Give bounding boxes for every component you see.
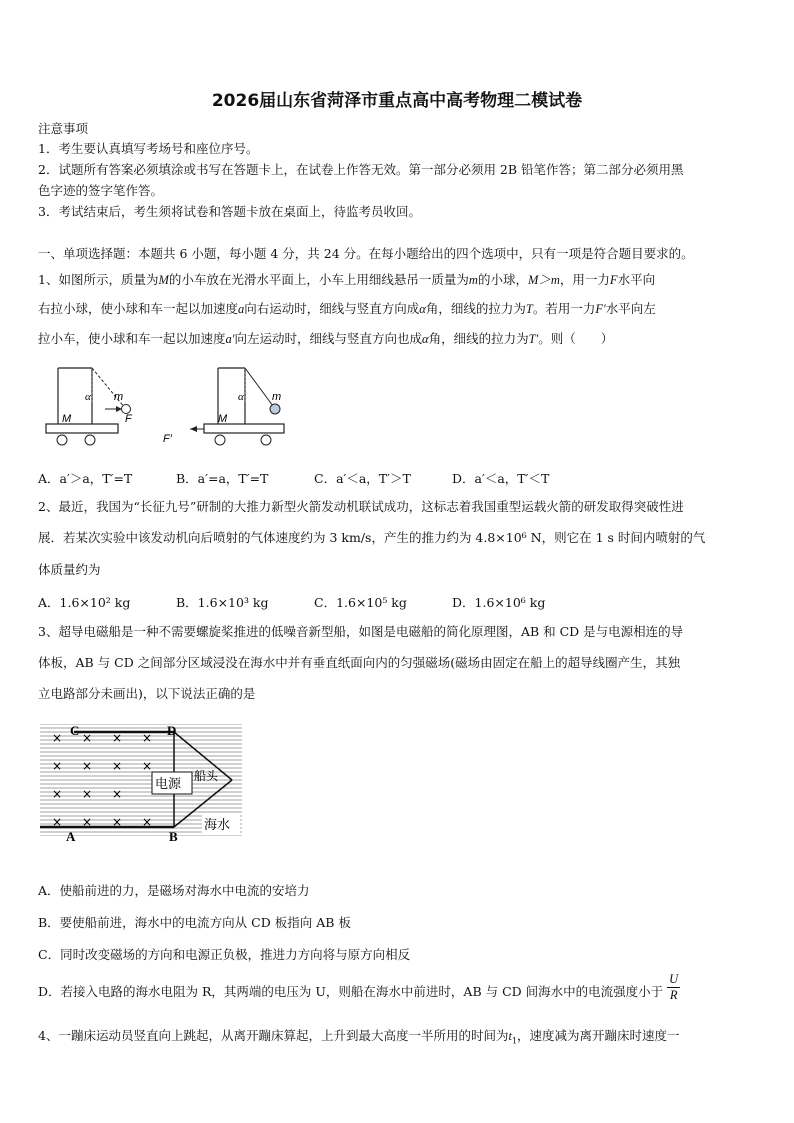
- svg-text:×: ×: [52, 787, 63, 801]
- svg-text:×: ×: [52, 759, 63, 773]
- q1-text: 。则（ ）: [538, 331, 614, 346]
- q2-line-2: 展．若某次实验中该发动机向后喷射的气体速度约为 3 km/s，产生的推力约为 4.8×10⁶ N，则它在 1 s 时间内喷射的气: [38, 530, 706, 545]
- svg-text:×: ×: [142, 815, 153, 829]
- q2-option-a: A．1.6×10² kg: [38, 595, 131, 610]
- q1-text: ，用一力: [559, 272, 610, 287]
- label-m: m: [114, 391, 124, 403]
- q3-option-c: C．同时改变磁场的方向和电源正负极，推进力方向将与原方向相反: [38, 947, 411, 962]
- label-D: D: [167, 723, 177, 738]
- cart-right: [163, 368, 284, 445]
- sym-T: T: [525, 302, 533, 316]
- q1-option-b: B．a′=a，T′=T: [176, 471, 269, 486]
- sym-a: a: [238, 302, 245, 316]
- q1-figure: [40, 362, 300, 452]
- label-F: F: [125, 413, 132, 425]
- notice-item-2-cont: 色字迹的签字笔作答。: [38, 183, 164, 198]
- notice-item-1: 1．考生要认真填写考场号和座位序号。: [38, 141, 259, 156]
- q3-option-a: A．使船前进的力，是磁场对海水中电流的安培力: [38, 883, 310, 898]
- fraction-denominator: R: [669, 988, 678, 1002]
- q1-text: 。若用一力: [532, 301, 596, 316]
- svg-text:×: ×: [82, 759, 93, 773]
- svg-text:×: ×: [112, 787, 123, 801]
- q3-option-d: [38, 972, 760, 1003]
- section-heading: 一、单项选择题：本题共 6 小题，每小题 4 分，共 24 分。在每小题给出的四个选项中，只有一项是符合题目要求的。: [38, 246, 694, 261]
- sym-T-prime: T′: [528, 332, 539, 346]
- q2-option-b: B．1.6×10³ kg: [176, 595, 269, 610]
- q1-text: 向右运动时，细线与竖直方向成: [244, 301, 420, 316]
- q1-text: 的小车放在光滑水平面上，小车上用细线悬吊一质量为: [168, 272, 469, 287]
- q2-line-1: 2、最近，我国为“长征九号”研制的大推力新型火箭发动机联试成功，这标志着我国重型运载火箭的研发取得突破性进: [38, 499, 684, 514]
- notice-item-2: 2．试题所有答案必须填涂或书写在答题卡上，在试卷上作答无效。第一部分必须用 2B 铅笔作答；第二部分必须用黑: [38, 162, 684, 177]
- q2-option-d: D．1.6×10⁶ kg: [452, 595, 546, 610]
- notice-heading: 注意事项: [38, 121, 89, 136]
- label-M: M: [218, 413, 228, 425]
- q1-text: 角，细线的拉力为: [428, 331, 529, 346]
- svg-text:×: ×: [112, 815, 123, 829]
- notice-item-3: 3．考试结束后，考生须将试卷和答题卡放在桌面上，待监考员收回。: [38, 204, 421, 219]
- sea-label: 海水: [204, 818, 231, 833]
- q1-text: 右拉小球，使小球和车一起以加速度: [38, 301, 239, 316]
- q2-option-c: C．1.6×10⁵ kg: [314, 595, 407, 610]
- sym-a-prime: a′: [225, 332, 235, 346]
- q4-text: 4、一蹦床运动员竖直向上跳起，从离开蹦床算起，上升到最大高度一半所用的时间为: [38, 1028, 509, 1043]
- q3-option-b: B．要使船前进，海水中的电流方向从 CD 板指向 AB 板: [38, 915, 351, 930]
- label-m: m: [272, 391, 282, 403]
- svg-text:×: ×: [52, 815, 63, 829]
- sym-alpha: α: [419, 302, 426, 316]
- q4-text: ，速度减为离开蹦床时速度一: [517, 1028, 680, 1043]
- sym-m: m: [468, 273, 478, 287]
- q1-line-2: [38, 300, 760, 318]
- power-source-label: 电源: [155, 777, 182, 792]
- svg-text:×: ×: [142, 759, 153, 773]
- q1-line-3: [38, 330, 760, 348]
- svg-text:×: ×: [112, 759, 123, 773]
- svg-text:×: ×: [52, 731, 63, 745]
- q1-text: 向左运动时，细线与竖直方向也成: [234, 331, 423, 346]
- q1-text: 1、如图所示，质量为: [38, 272, 159, 287]
- label-F-prime: F′: [163, 433, 172, 445]
- q1-line-1: [38, 271, 760, 289]
- sym-M: M: [158, 273, 169, 287]
- q1-text: 水平向左: [605, 301, 656, 316]
- fraction-numerator: U: [669, 972, 679, 986]
- label-alpha: α: [238, 391, 244, 403]
- q3-figure: [38, 722, 248, 844]
- label-A: A: [66, 829, 76, 844]
- q3-line-3: 立电路部分未画出)，以下说法正确的是: [38, 686, 256, 701]
- sym-t: t: [508, 1029, 512, 1043]
- cart-left: [46, 368, 133, 445]
- q1-option-d: D．a′＜a，T′＜T: [452, 471, 550, 486]
- page-title: 2026届山东省菏泽市重点高中高考物理二模试卷: [211, 91, 583, 111]
- q1-option-a: A．a′＞a，T′=T: [38, 471, 133, 486]
- svg-text:×: ×: [82, 815, 93, 829]
- q1-text: 角，细线的拉力为: [425, 301, 526, 316]
- sym-F-prime: F′: [595, 302, 606, 316]
- svg-text:×: ×: [142, 731, 153, 745]
- q3-option-d-text: D．若接入电路的海水电阻为 R，其两端的电压为 U，则船在海水中前进时，AB 与 CD 间海水中的电流强度小于: [38, 984, 664, 999]
- sym-M-gt-m: M＞m: [527, 273, 560, 287]
- q1-option-c: C．a′＜a，T′＞T: [314, 471, 411, 486]
- sym-F: F: [609, 273, 618, 287]
- q1-text: 水平向: [617, 272, 656, 287]
- q1-text: 拉小车，使小球和车一起以加速度: [38, 331, 226, 346]
- sym-alpha: α: [422, 332, 429, 346]
- label-C: C: [70, 723, 80, 738]
- svg-text:×: ×: [82, 787, 93, 801]
- bow-label: 船头: [194, 769, 219, 783]
- fraction-U-over-R: [667, 972, 680, 1003]
- q3-line-2: 体板，AB 与 CD 之间部分区域浸没在海水中并有垂直纸面向内的匀强磁场(磁场由固定在船上的超导线圈产生，其独: [38, 655, 681, 670]
- q2-line-3: 体质量约为: [38, 562, 101, 577]
- label-B: B: [169, 829, 178, 844]
- label-alpha: α: [85, 391, 91, 403]
- svg-text:×: ×: [82, 731, 93, 745]
- q4-line-1: [38, 1027, 760, 1051]
- q3-line-1: 3、超导电磁船是一种不需要螺旋桨推进的低噪音新型船，如图是电磁船的简化原理图，AB 和 CD 是与电源相连的导: [38, 624, 684, 639]
- q1-text: 的小球，: [477, 272, 528, 287]
- svg-text:×: ×: [112, 731, 123, 745]
- sym-t-subscript: 1: [511, 1036, 518, 1046]
- label-M: M: [62, 413, 72, 425]
